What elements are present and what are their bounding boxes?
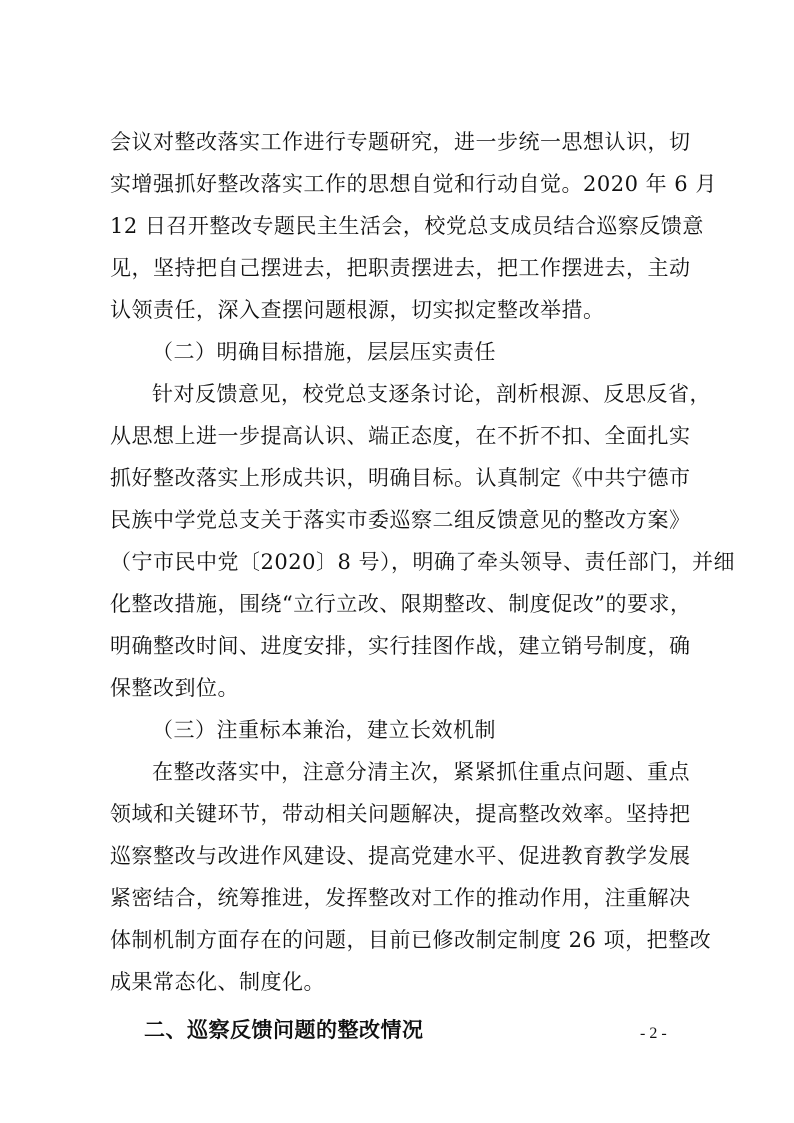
subheading-two: （二）明确目标措施，层层压实责任	[152, 340, 496, 364]
text-line: 明确整改时间、进度安排，实行挂图作战，建立销号制度，确	[110, 634, 691, 658]
text-line: 化整改措施，围绕“立行立改、限期整改、制度促改”的要求，	[110, 592, 692, 616]
subheading-three: （三）注重标本兼治，建立长效机制	[152, 718, 496, 742]
text-line: 保整改到位。	[110, 676, 239, 700]
document-body	[110, 121, 735, 1051]
text-line: （宁市民中党〔2020〕8 号），明确了牵头领导、责任部门，并细	[110, 550, 735, 574]
text-line: 针对反馈意见，校党总支逐条讨论，剖析根源、反思反省，	[152, 382, 711, 406]
text-line: 巡察整改与改进作风建设、提高党建水平、促进教育教学发展	[110, 844, 691, 868]
paragraph-mechanism	[110, 751, 712, 1003]
page-number: - 2 -	[640, 1025, 667, 1042]
section-heading-two: 二、巡察反馈问题的整改情况	[144, 1018, 424, 1042]
text-line: 见，坚持把自己摆进去，把职责摆进去，把工作摆进去，主动	[110, 256, 691, 280]
text-line: 会议对整改落实工作进行专题研究，进一步统一思想认识，切	[110, 130, 691, 154]
text-line: 紧密结合，统筹推进，发挥整改对工作的推动作用，注重解决	[110, 886, 691, 910]
text-line: 从思想上进一步提高认识、端正态度，在不折不扣、全面扎实	[110, 424, 691, 448]
text-line: 在整改落实中，注意分清主次，紧紧抓住重点问题、重点	[152, 760, 690, 784]
text-line: 抓好整改落实上形成共识，明确目标。认真制定《中共宁德市	[110, 466, 691, 490]
paragraph-meeting	[110, 121, 717, 331]
text-line: 领域和关键环节，带动相关问题解决，提高整改效率。坚持把	[110, 802, 691, 826]
text-line: 12 日召开整改专题民主生活会，校党总支成员结合巡察反馈意	[110, 214, 704, 238]
text-line: 体制机制方面存在的问题，目前已修改制定制度 26 项，把整改	[110, 928, 712, 952]
paragraph-targets	[110, 373, 735, 709]
text-line: 实增强抓好整改落实工作的思想自觉和行动自觉。2020 年 6 月	[110, 172, 717, 196]
text-line: 民族中学党总支关于落实市委巡察二组反馈意见的整改方案》	[110, 508, 691, 532]
text-line: 认领责任，深入查摆问题根源，切实拟定整改举措。	[110, 298, 605, 322]
text-line: 成果常态化、制度化。	[110, 970, 325, 994]
